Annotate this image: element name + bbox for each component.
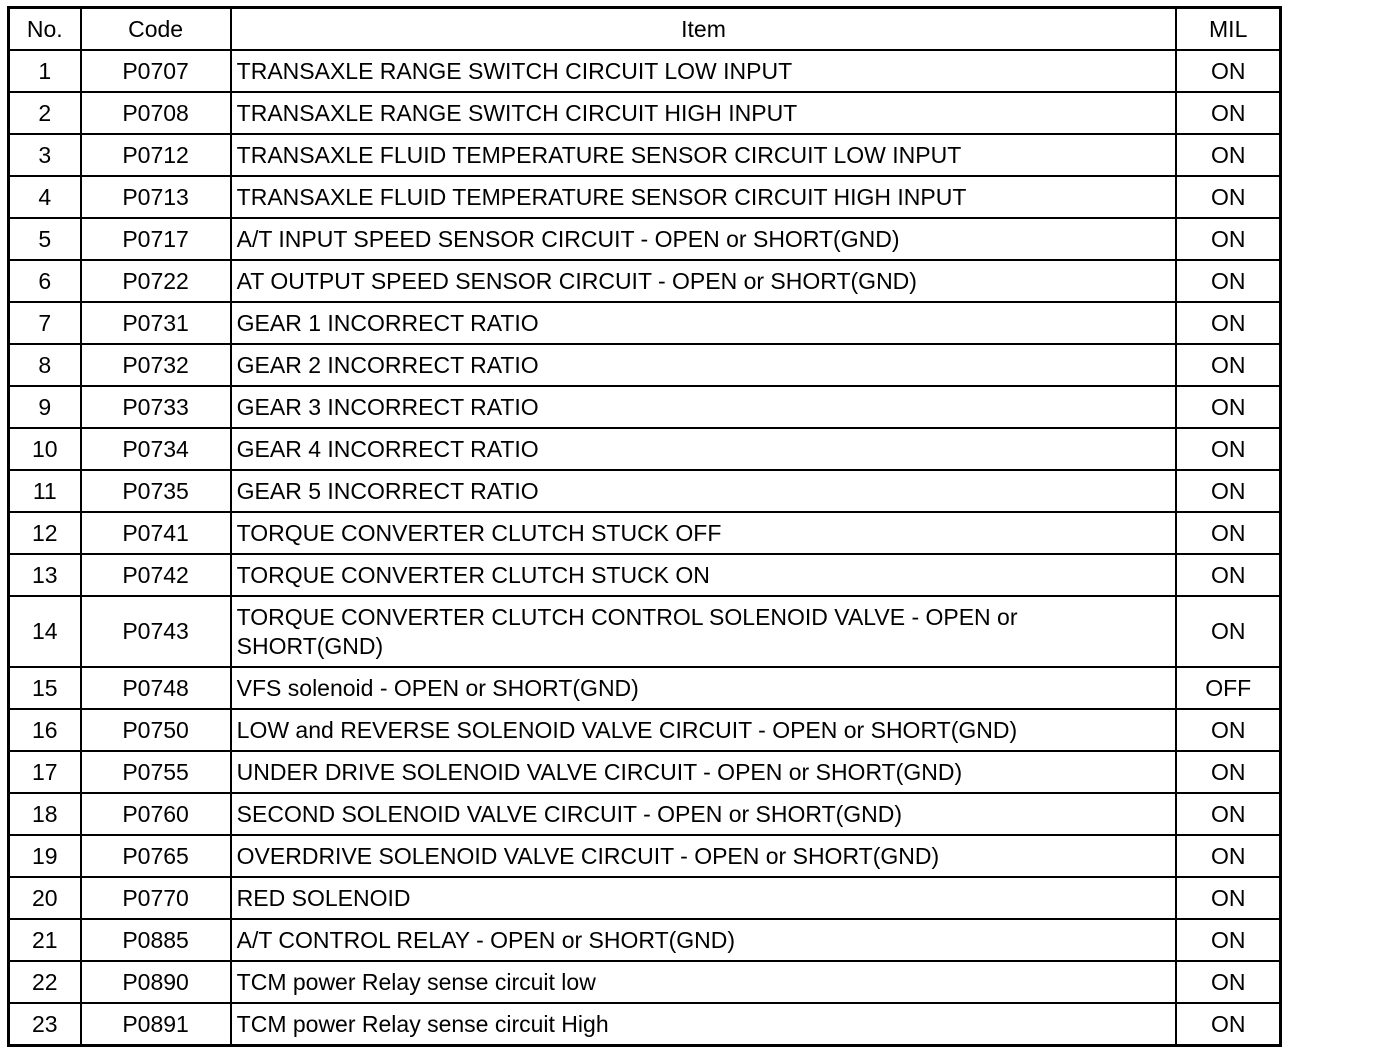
cell-mil: ON: [1176, 793, 1280, 835]
cell-code: P0885: [81, 919, 231, 961]
cell-no: 9: [9, 386, 81, 428]
cell-no: 4: [9, 176, 81, 218]
cell-code: P0732: [81, 344, 231, 386]
cell-code: P0722: [81, 260, 231, 302]
cell-mil: ON: [1176, 512, 1280, 554]
cell-code: P0734: [81, 428, 231, 470]
cell-no: 1: [9, 50, 81, 92]
cell-code: P0717: [81, 218, 231, 260]
cell-code: P0743: [81, 596, 231, 667]
table-row: [9, 554, 1281, 596]
header-no: No.: [9, 8, 81, 51]
cell-code: P0731: [81, 302, 231, 344]
cell-code: P0742: [81, 554, 231, 596]
cell-item: TCM power Relay sense circuit low: [231, 961, 1177, 1003]
cell-no: 15: [9, 667, 81, 709]
table-row: [9, 1003, 1281, 1046]
cell-code: P0765: [81, 835, 231, 877]
cell-item: TRANSAXLE FLUID TEMPERATURE SENSOR CIRCUIT HIGH INPUT: [231, 176, 1177, 218]
header-mil: MIL: [1176, 8, 1280, 51]
table-row: [9, 134, 1281, 176]
cell-mil: ON: [1176, 134, 1280, 176]
table-row: [9, 751, 1281, 793]
cell-mil: ON: [1176, 92, 1280, 134]
cell-mil: ON: [1176, 470, 1280, 512]
cell-mil: OFF: [1176, 667, 1280, 709]
cell-code: P0891: [81, 1003, 231, 1046]
cell-no: 19: [9, 835, 81, 877]
cell-code: P0760: [81, 793, 231, 835]
table-body: [9, 50, 1281, 1046]
cell-no: 11: [9, 470, 81, 512]
cell-mil: ON: [1176, 835, 1280, 877]
cell-item: TORQUE CONVERTER CLUTCH CONTROL SOLENOID VALVE - OPEN or SHORT(GND): [231, 596, 1177, 667]
cell-mil: ON: [1176, 1003, 1280, 1046]
cell-no: 23: [9, 1003, 81, 1046]
cell-mil: ON: [1176, 386, 1280, 428]
header-row: [9, 8, 1281, 51]
cell-code: P0750: [81, 709, 231, 751]
cell-code: P0741: [81, 512, 231, 554]
cell-mil: ON: [1176, 218, 1280, 260]
table-row: [9, 793, 1281, 835]
cell-no: 22: [9, 961, 81, 1003]
cell-mil: ON: [1176, 751, 1280, 793]
cell-no: 7: [9, 302, 81, 344]
cell-item: RED SOLENOID: [231, 877, 1177, 919]
cell-item: A/T INPUT SPEED SENSOR CIRCUIT - OPEN or SHORT(GND): [231, 218, 1177, 260]
table-row: [9, 877, 1281, 919]
cell-mil: ON: [1176, 344, 1280, 386]
cell-code: P0748: [81, 667, 231, 709]
cell-no: 8: [9, 344, 81, 386]
cell-item: LOW and REVERSE SOLENOID VALVE CIRCUIT - OPEN or SHORT(GND): [231, 709, 1177, 751]
table-row: [9, 512, 1281, 554]
table-row: [9, 92, 1281, 134]
table-row: [9, 470, 1281, 512]
cell-code: P0707: [81, 50, 231, 92]
cell-item: VFS solenoid - OPEN or SHORT(GND): [231, 667, 1177, 709]
dtc-table: [7, 6, 1282, 1047]
cell-item: OVERDRIVE SOLENOID VALVE CIRCUIT - OPEN or SHORT(GND): [231, 835, 1177, 877]
cell-mil: ON: [1176, 709, 1280, 751]
table-row: [9, 596, 1281, 667]
table-row: [9, 386, 1281, 428]
table-row: [9, 709, 1281, 751]
cell-no: 10: [9, 428, 81, 470]
cell-item: GEAR 5 INCORRECT RATIO: [231, 470, 1177, 512]
cell-mil: ON: [1176, 260, 1280, 302]
cell-code: P0755: [81, 751, 231, 793]
cell-item: TORQUE CONVERTER CLUTCH STUCK OFF: [231, 512, 1177, 554]
cell-mil: ON: [1176, 961, 1280, 1003]
cell-no: 3: [9, 134, 81, 176]
cell-item: TORQUE CONVERTER CLUTCH STUCK ON: [231, 554, 1177, 596]
cell-no: 14: [9, 596, 81, 667]
table-row: [9, 667, 1281, 709]
cell-code: P0733: [81, 386, 231, 428]
cell-mil: ON: [1176, 428, 1280, 470]
table-row: [9, 50, 1281, 92]
cell-mil: ON: [1176, 50, 1280, 92]
cell-mil: ON: [1176, 877, 1280, 919]
cell-no: 21: [9, 919, 81, 961]
cell-item: GEAR 3 INCORRECT RATIO: [231, 386, 1177, 428]
table-row: [9, 961, 1281, 1003]
cell-code: P0712: [81, 134, 231, 176]
header-item: Item: [231, 8, 1177, 51]
cell-item: A/T CONTROL RELAY - OPEN or SHORT(GND): [231, 919, 1177, 961]
cell-code: P0713: [81, 176, 231, 218]
table-row: [9, 218, 1281, 260]
header-code: Code: [81, 8, 231, 51]
table-row: [9, 302, 1281, 344]
cell-item: TRANSAXLE RANGE SWITCH CIRCUIT HIGH INPUT: [231, 92, 1177, 134]
cell-no: 6: [9, 260, 81, 302]
cell-mil: ON: [1176, 176, 1280, 218]
table-row: [9, 344, 1281, 386]
cell-item: GEAR 4 INCORRECT RATIO: [231, 428, 1177, 470]
table-row: [9, 260, 1281, 302]
table-row: [9, 919, 1281, 961]
cell-item: TCM power Relay sense circuit High: [231, 1003, 1177, 1046]
cell-item: TRANSAXLE FLUID TEMPERATURE SENSOR CIRCUIT LOW INPUT: [231, 134, 1177, 176]
cell-item: GEAR 1 INCORRECT RATIO: [231, 302, 1177, 344]
cell-code: P0890: [81, 961, 231, 1003]
cell-no: 2: [9, 92, 81, 134]
cell-no: 20: [9, 877, 81, 919]
cell-item: SECOND SOLENOID VALVE CIRCUIT - OPEN or SHORT(GND): [231, 793, 1177, 835]
cell-no: 13: [9, 554, 81, 596]
cell-item: TRANSAXLE RANGE SWITCH CIRCUIT LOW INPUT: [231, 50, 1177, 92]
cell-no: 18: [9, 793, 81, 835]
table-row: [9, 428, 1281, 470]
table-row: [9, 835, 1281, 877]
cell-item: UNDER DRIVE SOLENOID VALVE CIRCUIT - OPEN or SHORT(GND): [231, 751, 1177, 793]
cell-item: AT OUTPUT SPEED SENSOR CIRCUIT - OPEN or SHORT(GND): [231, 260, 1177, 302]
cell-mil: ON: [1176, 596, 1280, 667]
cell-no: 5: [9, 218, 81, 260]
cell-no: 16: [9, 709, 81, 751]
cell-mil: ON: [1176, 554, 1280, 596]
cell-mil: ON: [1176, 302, 1280, 344]
cell-code: P0770: [81, 877, 231, 919]
cell-no: 17: [9, 751, 81, 793]
cell-code: P0735: [81, 470, 231, 512]
cell-item: GEAR 2 INCORRECT RATIO: [231, 344, 1177, 386]
cell-no: 12: [9, 512, 81, 554]
cell-mil: ON: [1176, 919, 1280, 961]
table-row: [9, 176, 1281, 218]
cell-code: P0708: [81, 92, 231, 134]
